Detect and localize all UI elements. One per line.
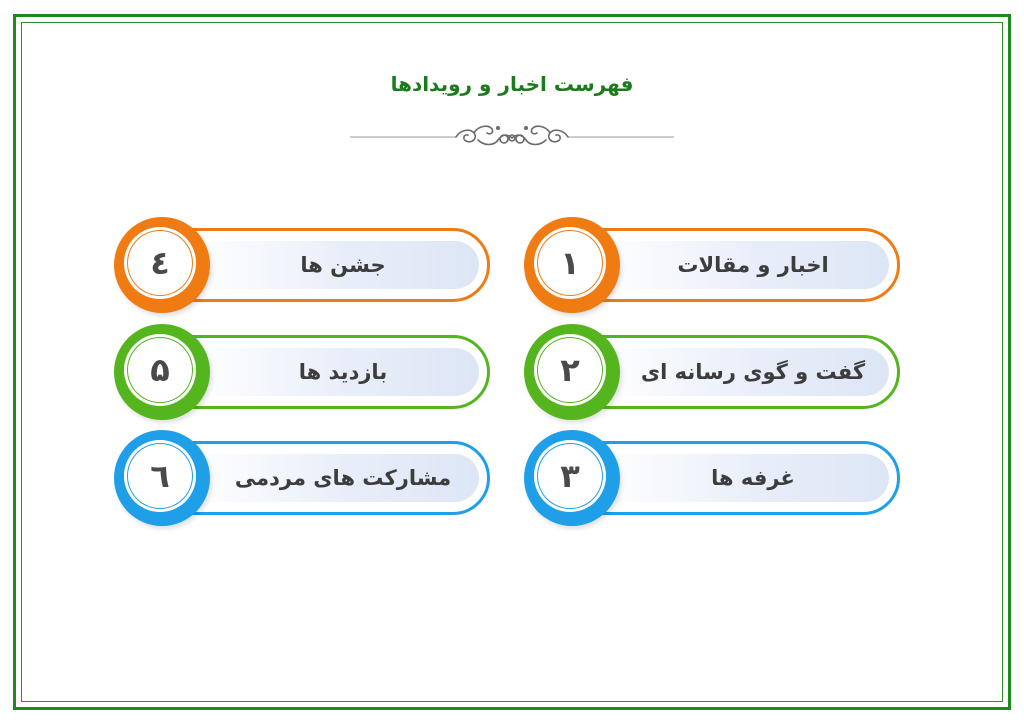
item-label: بازدید ها [298, 360, 388, 384]
item-label: گفت و گوی رسانه ای [640, 360, 866, 384]
list-item[interactable] [114, 217, 494, 313]
number-badge [114, 430, 210, 526]
page-title: فهرست اخبار و رویدادها [390, 72, 634, 96]
number-badge [114, 324, 210, 420]
number-badge [524, 430, 620, 526]
number-badge [524, 217, 620, 313]
item-number: ۱ [560, 244, 580, 282]
list-item[interactable] [524, 324, 904, 420]
item-number: ٦ [150, 457, 170, 495]
list-item[interactable] [524, 430, 904, 526]
decorative-divider-icon [348, 116, 676, 156]
item-label: جشن ها [300, 253, 386, 277]
item-number: ۳ [560, 457, 580, 495]
item-number: ۵ [150, 351, 170, 389]
number-badge [114, 217, 210, 313]
number-badge [524, 324, 620, 420]
item-label: اخبار و مقالات [677, 253, 829, 277]
item-number: ٤ [150, 244, 170, 282]
list-item[interactable] [524, 217, 904, 313]
list-item[interactable] [114, 430, 494, 526]
list-item[interactable] [114, 324, 494, 420]
item-label: غرفه ها [711, 466, 795, 490]
item-number: ۲ [560, 351, 580, 389]
item-label: مشارکت های مردمی [234, 466, 452, 490]
